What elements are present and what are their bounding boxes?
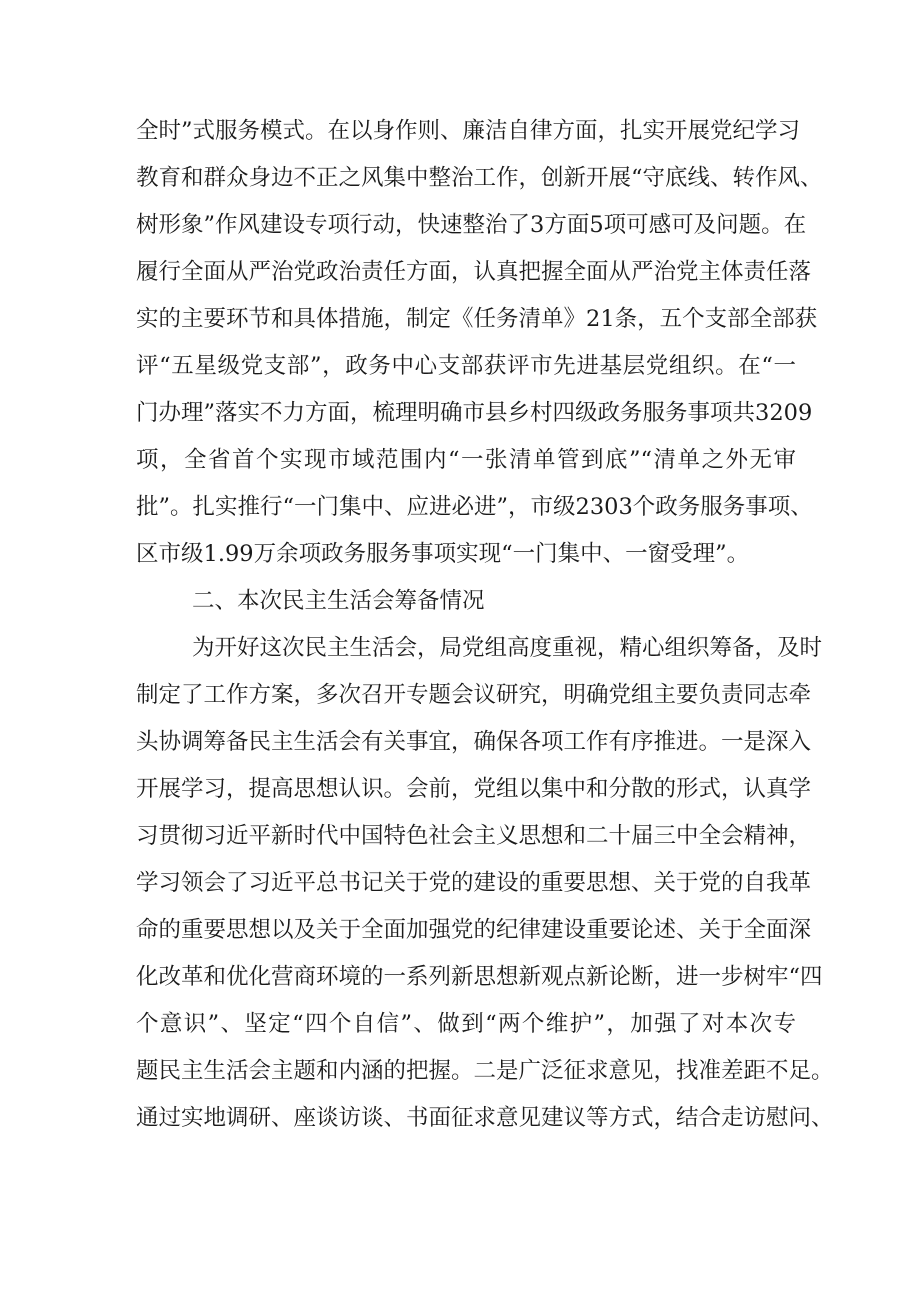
- paragraph-line: 题民主生活会主题和内涵的把握。二是广泛征求意见，找准差距不足。: [136, 1058, 834, 1084]
- document-body: [136, 108, 834, 1142]
- paragraph-line: 制定了工作方案，多次召开专题会议研究，明确党组主要负责同志牵: [136, 682, 812, 708]
- paragraph-line: 门办理”落实不力方面，梳理明确市县乡村四级政务服务事项共3209: [136, 400, 813, 426]
- paragraph-line: 树形象”作风建设专项行动，快速整治了3方面5项可感可及问题。在: [136, 212, 807, 238]
- paragraph-line: 项，全省首个实现市域范围内“一张清单管到底”“清单之外无审: [136, 447, 796, 473]
- paragraph-line: 头协调筹备民主生活会有关事宜，确保各项工作有序推进。一是深入: [136, 729, 812, 755]
- paragraph-line: 区市级1.99万余项政务服务事项实现“一门集中、一窗受理”。: [136, 541, 750, 567]
- paragraph-line: 评“五星级党支部”，政务中心支部获评市先进基层党组织。在“一: [136, 353, 796, 379]
- paragraph-line: 通过实地调研、座谈访谈、书面征求意见建议等方式，结合走访慰问、: [136, 1105, 834, 1131]
- paragraph-line: 命的重要思想以及关于全面加强党的纪律建设重要论述、关于全面深: [136, 917, 812, 943]
- paragraph-line: 实的主要环节和具体措施，制定《任务清单》21条，五个支部全部获: [136, 306, 818, 332]
- paragraph-line: 为开好这次民主生活会，局党组高度重视，精心组织筹备，及时: [192, 635, 823, 661]
- paragraph-line: 批”。扎实推行“一门集中、应进必进”，市级2303个政务服务事项、: [136, 494, 813, 520]
- paragraph-line: 习贯彻习近平新时代中国特色社会主义思想和二十届三中全会精神，: [136, 823, 812, 849]
- paragraph-line: 履行全面从严治党政治责任方面，认真把握全面从严治党主体责任落: [136, 259, 812, 285]
- section-heading: 二、本次民主生活会筹备情况: [192, 588, 485, 614]
- paragraph-line: 开展学习，提高思想认识。会前，党组以集中和分散的形式，认真学: [136, 776, 812, 802]
- paragraph-line: 化改革和优化营商环境的一系列新思想新观点新论断，进一步树牢“四: [136, 964, 823, 990]
- paragraph-line: 学习领会了习近平总书记关于党的建设的重要思想、关于党的自我革: [136, 870, 812, 896]
- paragraph-line: 教育和群众身边不正之风集中整治工作，创新开展“守底线、转作风、: [136, 165, 823, 191]
- paragraph-line: 全时”式服务模式。在以身作则、廉洁自律方面，扎实开展党纪学习: [136, 118, 801, 144]
- paragraph-line: 个意识”、坚定“四个自信”、做到“两个维护”，加强了对本次专: [136, 1011, 796, 1037]
